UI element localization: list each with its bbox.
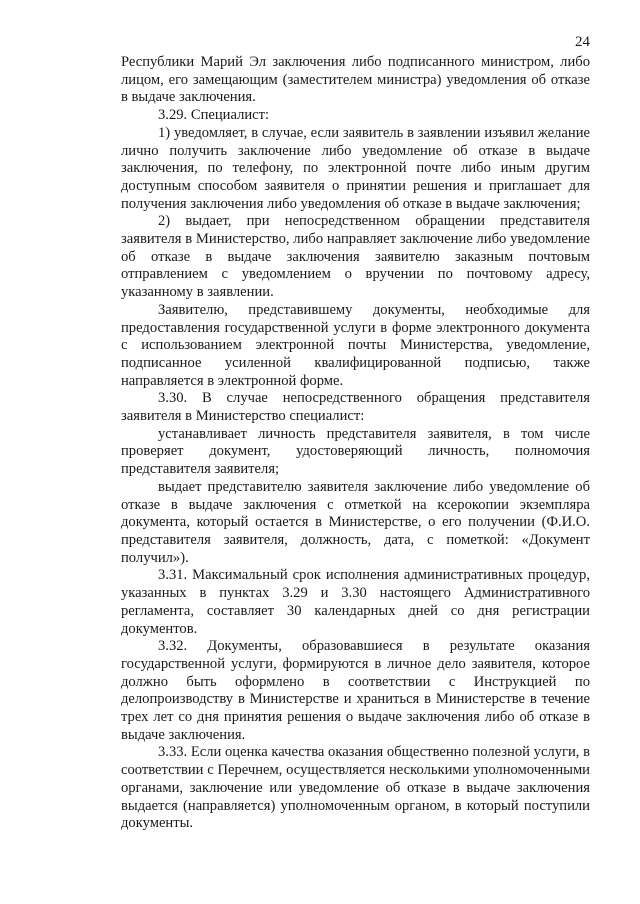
- paragraph-3-31: 3.31. Максимальный срок исполнения административных процедур, указанных в пунктах 3.29 и 3.30 настоящего Административного регламента, составляет 30 календарных дней со дня регистрации документов.: [121, 567, 590, 637]
- paragraph-3-30-issue: выдает представителю заявителя заключение либо уведомление об отказе в выдаче заключения с отметкой на ксерокопии экземпляра документа, который остается в Министерстве, о его получении (Ф.И.О. представителя заявителя, должность, дата, с пометкой: «Документ получил»).: [121, 478, 590, 566]
- paragraph-continuation: Республики Марий Эл заключения либо подписанного министром, либо лицом, его замещающим (заместителем министра) уведомления об отказе в выдаче заключения.: [121, 54, 590, 106]
- paragraph-3-29: 3.29. Специалист:: [158, 107, 270, 124]
- paragraph-electronic-form: Заявителю, представившему документы, необходимые для предоставления государственной услуги в форме электронного документа с использованием электронной почты Министерства, уведомление, подписанное усиленной квалифицированной подписью, также направляется в электронной форме.: [121, 301, 590, 389]
- paragraph-3-29-item-1: 1) уведомляет, в случае, если заявитель в заявлении изъявил желание лично получить заключение либо уведомление об отказе в выдаче заключения, по телефону, по электронной почте либо иным другим доступным способом заявителя о принятии решения и приглашает для получения заключения либо уведомления об отказе в выдаче заключения;: [121, 124, 590, 212]
- document-body: [121, 54, 590, 833]
- page-number: 24: [575, 34, 590, 50]
- paragraph-3-33: 3.33. Если оценка качества оказания общественно полезной услуги, в соответствии с Перечнем, осуществляется несколькими уполномоченными органами, заключение или уведомление об отказе в выдаче заключения выдается (направляется) уполномоченным органом, в который поступили документы.: [121, 744, 590, 832]
- paragraph-3-30: 3.30. В случае непосредственного обращения представителя заявителя в Министерство специалист:: [121, 390, 590, 425]
- paragraph-3-29-item-2: 2) выдает, при непосредственном обращении представителя заявителя в Министерство, либо направляет заключение либо уведомление об отказе в выдаче заключения заявителю заказным почтовым отправлением с уведомлением о вручении по почтовому адресу, указанному в заявлении.: [121, 213, 590, 301]
- paragraph-3-30-identify: устанавливает личность представителя заявителя, в том числе проверяет документ, удостоверяющий личность, полномочия представителя заявителя;: [121, 425, 590, 478]
- paragraph-3-32: 3.32. Документы, образовавшиеся в результате оказания государственной услуги, формируются в личное дело заявителя, которое должно быть оформлено в соответствии с Инструкцией по делопроизводству в Министерстве и храниться в Министерстве в течение трех лет со дня принятия решения о выдаче заключения либо об отказе в выдаче заключения.: [121, 638, 590, 743]
